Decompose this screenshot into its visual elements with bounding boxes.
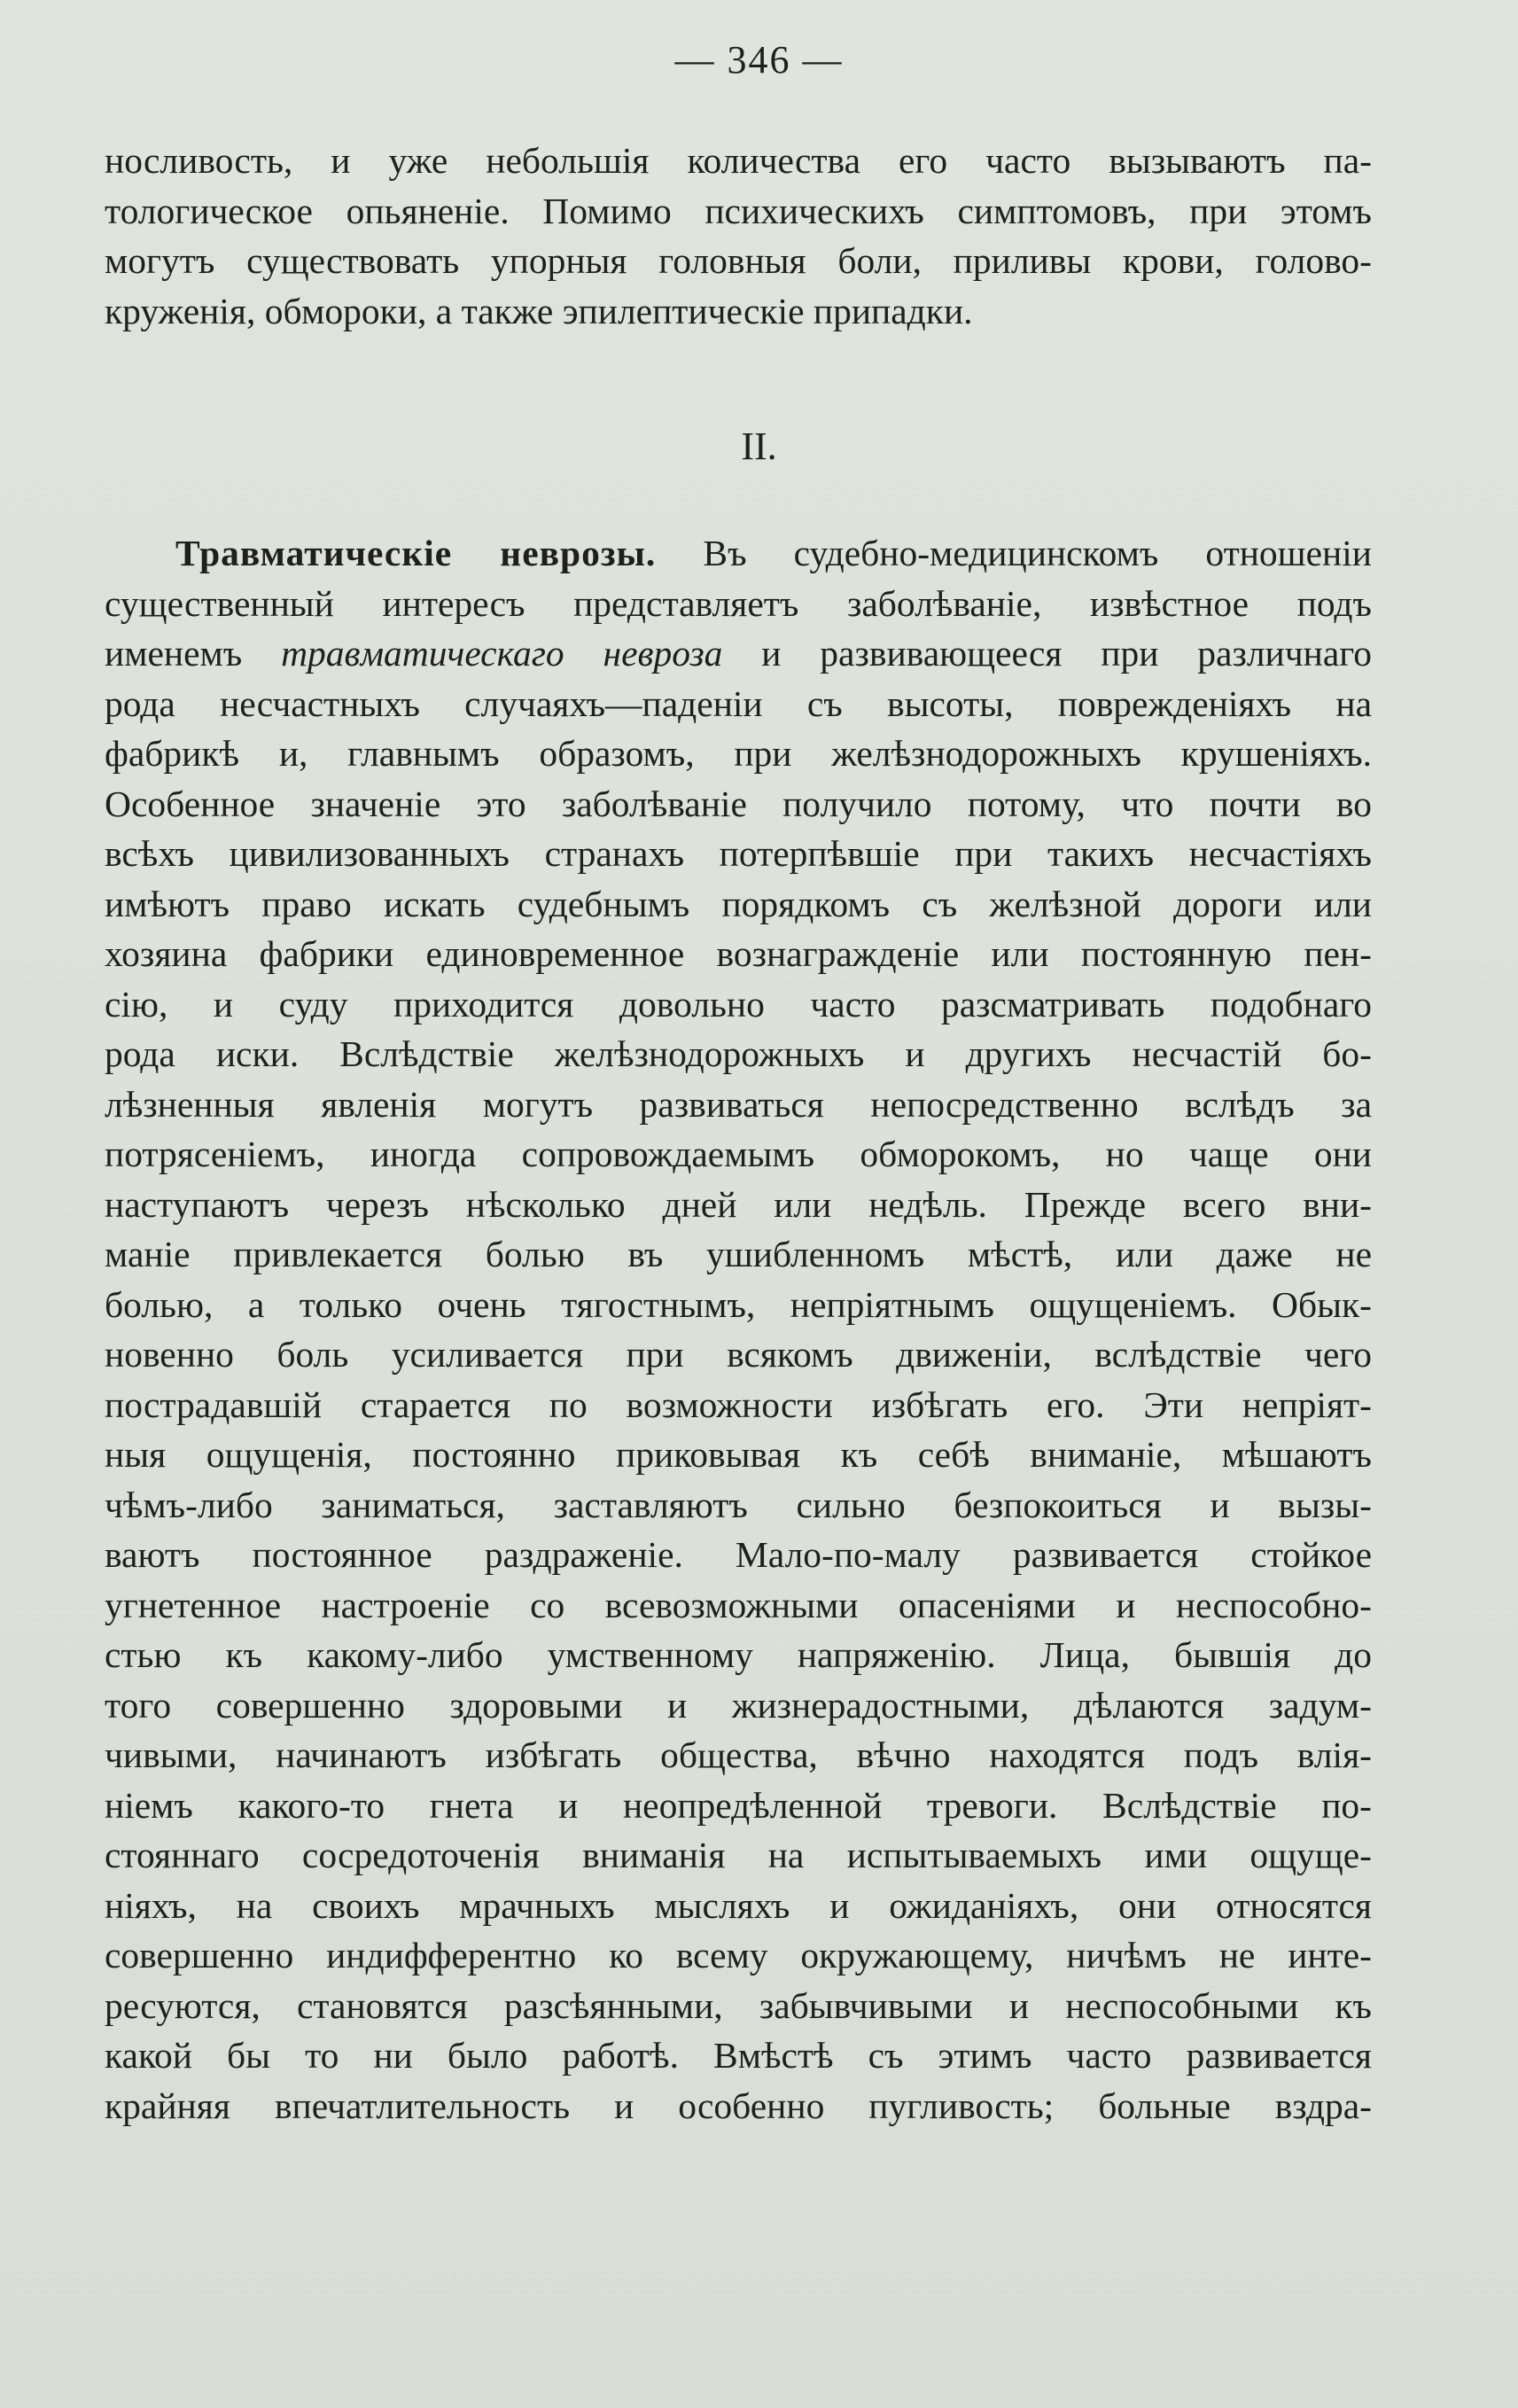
text-line: носливость, и уже небольшія количества его часто вызываютъ па- <box>105 140 1372 181</box>
text-line: сію, и суду приходится довольно часто разсматривать подобнаго <box>105 983 1372 1025</box>
text-line: какой бы то ни было работѣ. Вмѣстѣ съ этимъ часто развивается <box>105 2035 1372 2076</box>
text-line: ніяхъ, на своихъ мрачныхъ мысляхъ и ожиданіяхъ, они относятся <box>105 1884 1372 1926</box>
text-line: совершенно индифферентно ко всему окружающему, ничѣмъ не инте- <box>105 1935 1372 1975</box>
text-line: стью къ какому-либо умственному напряженію. Лица, бывшія до <box>105 1634 1372 1675</box>
text-line: рода несчастныхъ случаяхъ—паденіи съ высоты, поврежденіяхъ на <box>105 682 1372 724</box>
text-fragment: и развивающееся при различнаго <box>722 633 1372 674</box>
text-fragment: именемъ <box>105 633 282 674</box>
text-line: наступаютъ черезъ нѣсколько дней или недѣль. Прежде всего вни- <box>105 1183 1372 1225</box>
text-line: новенно боль усиливается при всякомъ движеніи, вслѣдствіе чего <box>105 1334 1372 1375</box>
text-line: крайняя впечатлительность и особенно пугливость; больные вздра- <box>105 2085 1372 2126</box>
italic-term: травматическаго невроза <box>281 633 723 674</box>
text-line: круженія, обмороки, а также эпилептическіе припадки. <box>105 290 973 331</box>
text-line: стояннаго сосредоточенія вниманія на испытываемыхъ ими ощуще- <box>105 1835 1372 1875</box>
text-line: ресуются, становятся разсѣянными, забывчивыми и неспособными къ <box>105 1984 1372 2026</box>
page-number: — 346 — <box>674 38 844 82</box>
text-line <box>105 528 1372 579</box>
text-line: болью, а только очень тягостнымъ, непріятнымъ ощущеніемъ. Обык- <box>105 1283 1372 1325</box>
text-line: пострадавшій старается по возможности избѣгать его. Эти непріят- <box>105 1383 1372 1425</box>
main-paragraph <box>105 528 1372 2131</box>
text-line: угнетенное настроеніе со всевозможными опасеніями и неспособно- <box>105 1584 1372 1625</box>
top-paragraph <box>105 136 1372 336</box>
text-line: рода иски. Вслѣдствіе желѣзнодорожныхъ и другихъ несчастій бо- <box>105 1033 1372 1074</box>
text-line: существенный интересъ представляетъ заболѣваніе, извѣстное подъ <box>105 582 1372 624</box>
text-line: ныя ощущенія, постоянно приковывая къ себѣ вниманіе, мѣшаютъ <box>105 1434 1372 1475</box>
text-line: имѣютъ право искать судебнымъ порядкомъ съ желѣзной дороги или <box>105 883 1372 924</box>
text-line: чивыми, начинаютъ избѣгать общества, вѣчно находятся подъ влія- <box>105 1734 1372 1775</box>
text-line: хозяина фабрики единовременное вознагражденіе или постоянную пен- <box>105 933 1372 974</box>
section-numeral: II. <box>741 425 777 468</box>
text-line: ваютъ постоянное раздраженіе. Мало-по-малу развивается стойкое <box>105 1534 1372 1575</box>
text-line: Особенное значеніе это заболѣваніе получило потому, что почти во <box>105 783 1372 824</box>
text-line: того совершенно здоровыми и жизнерадостными, дѣлаются задум- <box>105 1684 1372 1726</box>
text-line: потрясеніемъ, иногда сопровождаемымъ обморокомъ, но чаще они <box>105 1134 1372 1174</box>
text-line: лѣзненныя явленія могутъ развиваться непосредственно вслѣдъ за <box>105 1083 1372 1125</box>
text-line: тологическое опьяненіе. Помимо психическихъ симптомовъ, при этомъ <box>105 190 1372 231</box>
text-line: могутъ существовать упорныя головныя боли, приливы крови, голово- <box>105 240 1372 281</box>
text-line: маніе привлекается болью въ ушибленномъ мѣстѣ, или даже не <box>105 1234 1372 1274</box>
text-line <box>105 628 1372 679</box>
text-line: ніемъ какого-то гнета и неопредѣленной тревоги. Вслѣдствіе по- <box>105 1784 1372 1826</box>
text-line: всѣхъ цивилизованныхъ странахъ потерпѣвшіе при такихъ несчастіяхъ <box>105 833 1372 874</box>
text-fragment: Въ судебно-медицинскомъ отношеніи <box>656 533 1372 573</box>
paragraph-heading: Травматическіе неврозы. <box>175 533 657 573</box>
text-line: чѣмъ-либо заниматься, заставляютъ сильно безпокоиться и вызы- <box>105 1484 1372 1525</box>
text-line: фабрикѣ и, главнымъ образомъ, при желѣзнодорожныхъ крушеніяхъ. <box>105 733 1372 774</box>
